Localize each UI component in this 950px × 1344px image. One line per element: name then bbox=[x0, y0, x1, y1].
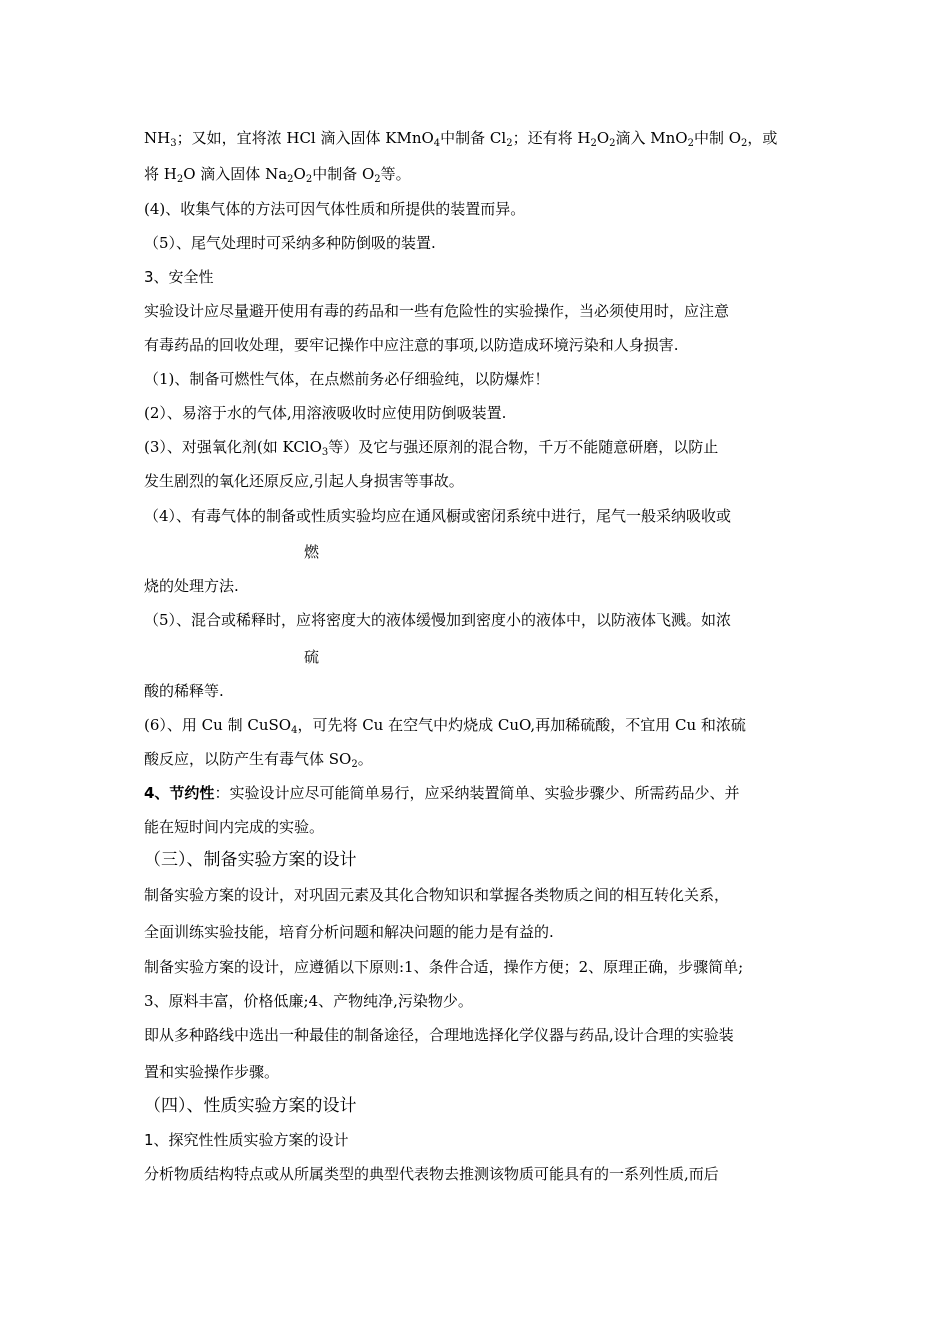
text-line: （4）、有毒气体的制备或性质实验均应在通风橱或密闭系统中进行，尾气一般采纳吸收或 bbox=[144, 507, 732, 525]
section-title: （四）、性质实验方案的设计 bbox=[144, 1096, 357, 1116]
text-line: $NH_3$；又如，宜将浓 HCl 滴入固体 KMnO$_4$中制备 $Cl_2$；还有将 $H_2O_2$滴入 MnO$_2$中制 $O_2$，或 bbox=[144, 129, 778, 149]
text-line: 4、节约性：实验设计应尽可能简单易行，应采纳装置简单、实验步骤少、所需药品少、并 bbox=[144, 784, 740, 802]
text-line: （5）、尾气处理时可采纳多种防倒吸的装置. bbox=[144, 234, 436, 252]
text-line: 硫 bbox=[304, 648, 320, 666]
text-line: （1)、制备可燃性气体，在点燃前务必仔细验纯，以防爆炸！ bbox=[144, 370, 550, 388]
text-line: 分析物质结构特点或从所属类型的典型代表物去推测该物质可能具有的一系列性质,而后 bbox=[144, 1165, 719, 1183]
text-line: 酸反应，以防产生有毒气体 $SO_2$。 bbox=[144, 750, 373, 770]
text-line: (3）、对强氧化剂(如 KClO$_3$等）及它与强还原剂的混合物，千万不能随意研磨，以防止 bbox=[144, 438, 719, 458]
text-line: 制备实验方案的设计，应遵循以下原则:1、条件合适，操作方便；2、原理正确，步骤简单; bbox=[144, 958, 744, 976]
section-heading: 1、探究性性质实验方案的设计 bbox=[144, 1131, 349, 1149]
text-line: 燃 bbox=[304, 543, 320, 561]
text-line: (6）、用 Cu 制 CuSO$_4$，可先将 Cu 在空气中灼烧成 CuO,再加稀硫酸，不宜用 Cu 和浓硫 bbox=[144, 716, 746, 736]
text-line: 酸的稀释等. bbox=[144, 682, 224, 700]
text-line: 实验设计应尽量避开使用有毒的药品和一些有危险性的实验操作，当必须使用时，应注意 bbox=[144, 302, 730, 320]
text-line: 置和实验操作步骤。 bbox=[144, 1063, 280, 1081]
bold-label: 4、节约性 bbox=[144, 784, 215, 802]
text-line: 能在短时间内完成的实验。 bbox=[144, 818, 325, 836]
text-line: 烧的处理方法. bbox=[144, 577, 239, 595]
text-line: 制备实验方案的设计，对巩固元素及其化合物知识和掌握各类物质之间的相互转化关系， bbox=[144, 886, 730, 904]
text-line: 将 $H_2O$ 滴入固体 $Na_2O_2$中制备 $O_2$等。 bbox=[144, 165, 411, 185]
text-line: (4)、收集气体的方法可因气体性质和所提供的装置而异。 bbox=[144, 200, 526, 218]
section-heading: 3、安全性 bbox=[144, 268, 214, 286]
text-line: （5）、混合或稀释时，应将密度大的液体缓慢加到密度小的液体中，以防液体飞溅。如浓 bbox=[144, 611, 732, 629]
section-title: （三）、制备实验方案的设计 bbox=[144, 850, 357, 870]
text-line: 全面训练实验技能，培育分析问题和解决问题的能力是有益的. bbox=[144, 923, 554, 941]
text-line: 发生剧烈的氧化还原反应,引起人身损害等事故。 bbox=[144, 472, 464, 490]
text-line: 3、原料丰富，价格低廉;4、产物纯净,污染物少。 bbox=[144, 992, 473, 1010]
text-line: 即从多种路线中选出一种最佳的制备途径，合理地选择化学仪器与药品,设计合理的实验装 bbox=[144, 1026, 734, 1044]
text-line: (2）、易溶于水的气体,用溶液吸收时应使用防倒吸装置. bbox=[144, 404, 507, 422]
text-line: 有毒药品的回收处理，要牢记操作中应注意的事项,以防造成环境污染和人身损害. bbox=[144, 336, 679, 354]
